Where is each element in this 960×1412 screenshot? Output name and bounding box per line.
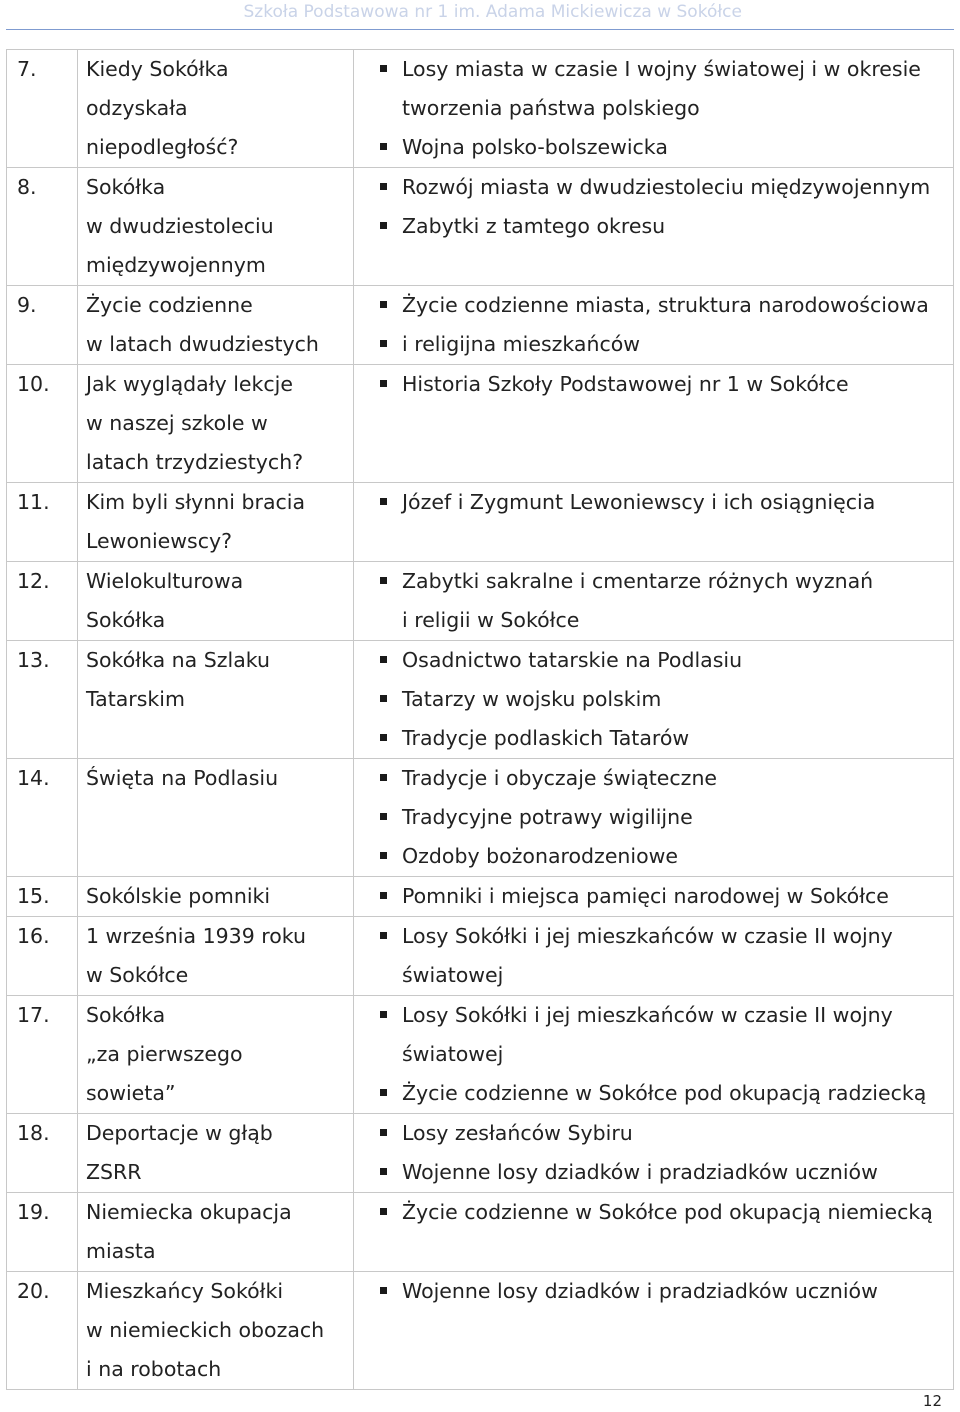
bullet-item — [380, 837, 953, 876]
bullet-item — [380, 286, 953, 325]
topic-line: Kim byli słynni bracia — [86, 490, 306, 514]
bullet-item-line: i religijna mieszkańców — [402, 332, 641, 356]
row-number: 9. — [7, 286, 78, 365]
topic-line: „za pierwszego — [86, 1042, 243, 1066]
topic-line: w latach dwudziestych — [86, 332, 319, 356]
topic-line: miasta — [86, 1239, 156, 1263]
bullet-item-line: Wojna polsko-bolszewicka — [402, 135, 668, 159]
bullet-list — [380, 996, 953, 1113]
header-divider — [6, 29, 954, 30]
topics-table — [6, 49, 954, 1390]
bullet-item-line: Losy Sokółki i jej mieszkańców w czasie II wojny — [402, 924, 893, 948]
topic-line: Jak wyglądały lekcje — [86, 372, 293, 396]
bullet-list — [380, 286, 953, 364]
table-row — [7, 50, 954, 168]
topic-line: w niemieckich obozach — [86, 1318, 325, 1342]
bullet-item — [380, 50, 953, 128]
bullet-item — [380, 1074, 953, 1113]
bullet-item — [380, 877, 953, 916]
topic-cell — [78, 641, 354, 759]
bullet-list — [380, 562, 953, 640]
row-number: 16. — [7, 917, 78, 996]
bullet-item — [380, 641, 953, 680]
topic-cell — [78, 759, 354, 877]
topic-line: Sokółka — [86, 608, 166, 632]
topic-cell — [78, 996, 354, 1114]
topic-line: w naszej szkole w — [86, 411, 268, 435]
topic-line: Sokólskie pomniki — [86, 884, 271, 908]
topic-cell — [78, 1272, 354, 1390]
bullet-item-line: Życie codzienne miasta, struktura narodowościowa — [402, 293, 929, 317]
topic-line: odzyskała — [86, 96, 188, 120]
bullet-item-line: i religii w Sokółce — [402, 608, 580, 632]
items-cell — [354, 50, 954, 168]
bullet-item-line: światowej — [402, 1042, 504, 1066]
bullet-item-line: Losy zesłańców Sybiru — [402, 1121, 633, 1145]
topic-line: Święta na Podlasiu — [86, 766, 279, 790]
topic-line: Sokółka — [86, 175, 166, 199]
table-row — [7, 1272, 954, 1390]
row-number: 19. — [7, 1193, 78, 1272]
topic-line: sowieta” — [86, 1081, 176, 1105]
topic-cell — [78, 50, 354, 168]
topic-line: Deportacje w głąb — [86, 1121, 273, 1145]
bullet-item — [380, 759, 953, 798]
bullet-item-line: tworzenia państwa polskiego — [402, 96, 700, 120]
bullet-item-line: Tradycyjne potrawy wigilijne — [402, 805, 693, 829]
bullet-item — [380, 996, 953, 1074]
bullet-item — [380, 1193, 953, 1232]
topic-line: Wielokulturowa — [86, 569, 244, 593]
items-cell — [354, 1193, 954, 1272]
bullet-item — [380, 562, 953, 640]
bullet-item-line: Życie codzienne w Sokółce pod okupacją niemiecką — [402, 1200, 933, 1224]
table-row — [7, 286, 954, 365]
row-number: 20. — [7, 1272, 78, 1390]
topic-line: ZSRR — [86, 1160, 142, 1184]
table-row — [7, 759, 954, 877]
items-cell — [354, 877, 954, 917]
bullet-list — [380, 50, 953, 167]
items-cell — [354, 759, 954, 877]
bullet-item — [380, 207, 953, 246]
table-row — [7, 641, 954, 759]
items-cell — [354, 1272, 954, 1390]
bullet-item — [380, 719, 953, 758]
topic-line: latach trzydziestych? — [86, 450, 304, 474]
bullet-list — [380, 1272, 953, 1311]
bullet-item — [380, 365, 953, 404]
items-cell — [354, 1114, 954, 1193]
items-cell — [354, 365, 954, 483]
bullet-list — [380, 641, 953, 758]
table-row — [7, 917, 954, 996]
row-number: 17. — [7, 996, 78, 1114]
row-number: 12. — [7, 562, 78, 641]
row-number: 14. — [7, 759, 78, 877]
bullet-list — [380, 877, 953, 916]
page-number: 12 — [922, 1392, 942, 1410]
page-header: Szkoła Podstawowa nr 1 im. Adama Mickiewicza w Sokółce — [243, 2, 742, 22]
topic-cell — [78, 877, 354, 917]
topic-cell — [78, 917, 354, 996]
topic-line: Mieszkańcy Sokółki — [86, 1279, 284, 1303]
bullet-item — [380, 680, 953, 719]
topic-line: w Sokółce — [86, 963, 189, 987]
row-number: 18. — [7, 1114, 78, 1193]
bullet-list — [380, 168, 953, 246]
bullet-item-line: Losy Sokółki i jej mieszkańców w czasie II wojny — [402, 1003, 893, 1027]
row-number: 11. — [7, 483, 78, 562]
topic-cell — [78, 562, 354, 641]
bullet-item-line: Tradycje i obyczaje świąteczne — [402, 766, 718, 790]
topic-cell — [78, 1114, 354, 1193]
bullet-item — [380, 483, 953, 522]
topic-line: niepodległość? — [86, 135, 239, 159]
topic-cell — [78, 365, 354, 483]
bullet-item — [380, 1272, 953, 1311]
topic-line: Życie codzienne — [86, 293, 253, 317]
items-cell — [354, 917, 954, 996]
table-row — [7, 168, 954, 286]
row-number: 15. — [7, 877, 78, 917]
bullet-item-line: Józef i Zygmunt Lewoniewscy i ich osiągnięcia — [402, 490, 876, 514]
topic-line: Sokółka na Szlaku — [86, 648, 270, 672]
items-cell — [354, 996, 954, 1114]
bullet-item — [380, 917, 953, 995]
row-number: 8. — [7, 168, 78, 286]
bullet-item — [380, 128, 953, 167]
topic-line: międzywojennym — [86, 253, 266, 277]
items-cell — [354, 641, 954, 759]
bullet-item-line: Rozwój miasta w dwudziestoleciu międzywojennym — [402, 175, 931, 199]
bullet-list — [380, 365, 953, 404]
bullet-list — [380, 759, 953, 876]
bullet-item-line: światowej — [402, 963, 504, 987]
bullet-list — [380, 917, 953, 995]
bullet-list — [380, 483, 953, 522]
topic-line: Tatarskim — [86, 687, 185, 711]
table-row — [7, 1114, 954, 1193]
topic-line: Lewoniewscy? — [86, 529, 233, 553]
bullet-item-line: Tradycje podlaskich Tatarów — [402, 726, 690, 750]
table-row — [7, 483, 954, 562]
items-cell — [354, 483, 954, 562]
table-row — [7, 1193, 954, 1272]
topic-line: Kiedy Sokółka — [86, 57, 229, 81]
bullet-list — [380, 1114, 953, 1192]
topic-line: i na robotach — [86, 1357, 222, 1381]
bullet-item-line: Historia Szkoły Podstawowej nr 1 w Sokółce — [402, 372, 849, 396]
bullet-item — [380, 798, 953, 837]
bullet-item-line: Ozdoby bożonarodzeniowe — [402, 844, 679, 868]
table-row — [7, 996, 954, 1114]
row-number: 10. — [7, 365, 78, 483]
bullet-item-line: Życie codzienne w Sokółce pod okupacją radziecką — [402, 1081, 927, 1105]
bullet-item-line: Osadnictwo tatarskie na Podlasiu — [402, 648, 743, 672]
bullet-item — [380, 168, 953, 207]
table-row — [7, 365, 954, 483]
bullet-item-line: Tatarzy w wojsku polskim — [402, 687, 662, 711]
bullet-item-line: Zabytki sakralne i cmentarze różnych wyznań — [402, 569, 874, 593]
bullet-item-line: Wojenne losy dziadków i pradziadków uczniów — [402, 1279, 878, 1303]
table-row — [7, 877, 954, 917]
topic-cell — [78, 1193, 354, 1272]
bullet-item — [380, 1114, 953, 1153]
bullet-item — [380, 1153, 953, 1192]
bullet-item — [380, 325, 953, 364]
row-number: 13. — [7, 641, 78, 759]
bullet-item-line: Wojenne losy dziadków i pradziadków uczniów — [402, 1160, 878, 1184]
topic-line: Niemiecka okupacja — [86, 1200, 292, 1224]
topic-cell — [78, 168, 354, 286]
topic-line: Sokółka — [86, 1003, 166, 1027]
bullet-item-line: Pomniki i miejsca pamięci narodowej w Sokółce — [402, 884, 889, 908]
bullet-list — [380, 1193, 953, 1232]
items-cell — [354, 562, 954, 641]
topic-line: 1 września 1939 roku — [86, 924, 307, 948]
row-number: 7. — [7, 50, 78, 168]
bullet-item-line: Zabytki z tamtego okresu — [402, 214, 666, 238]
topic-cell — [78, 286, 354, 365]
topic-line: w dwudziestoleciu — [86, 214, 274, 238]
topic-cell — [78, 483, 354, 562]
bullet-item-line: Losy miasta w czasie I wojny światowej i w okresie — [402, 57, 921, 81]
items-cell — [354, 168, 954, 286]
items-cell — [354, 286, 954, 365]
topics-table-body — [7, 50, 954, 1390]
table-row — [7, 562, 954, 641]
